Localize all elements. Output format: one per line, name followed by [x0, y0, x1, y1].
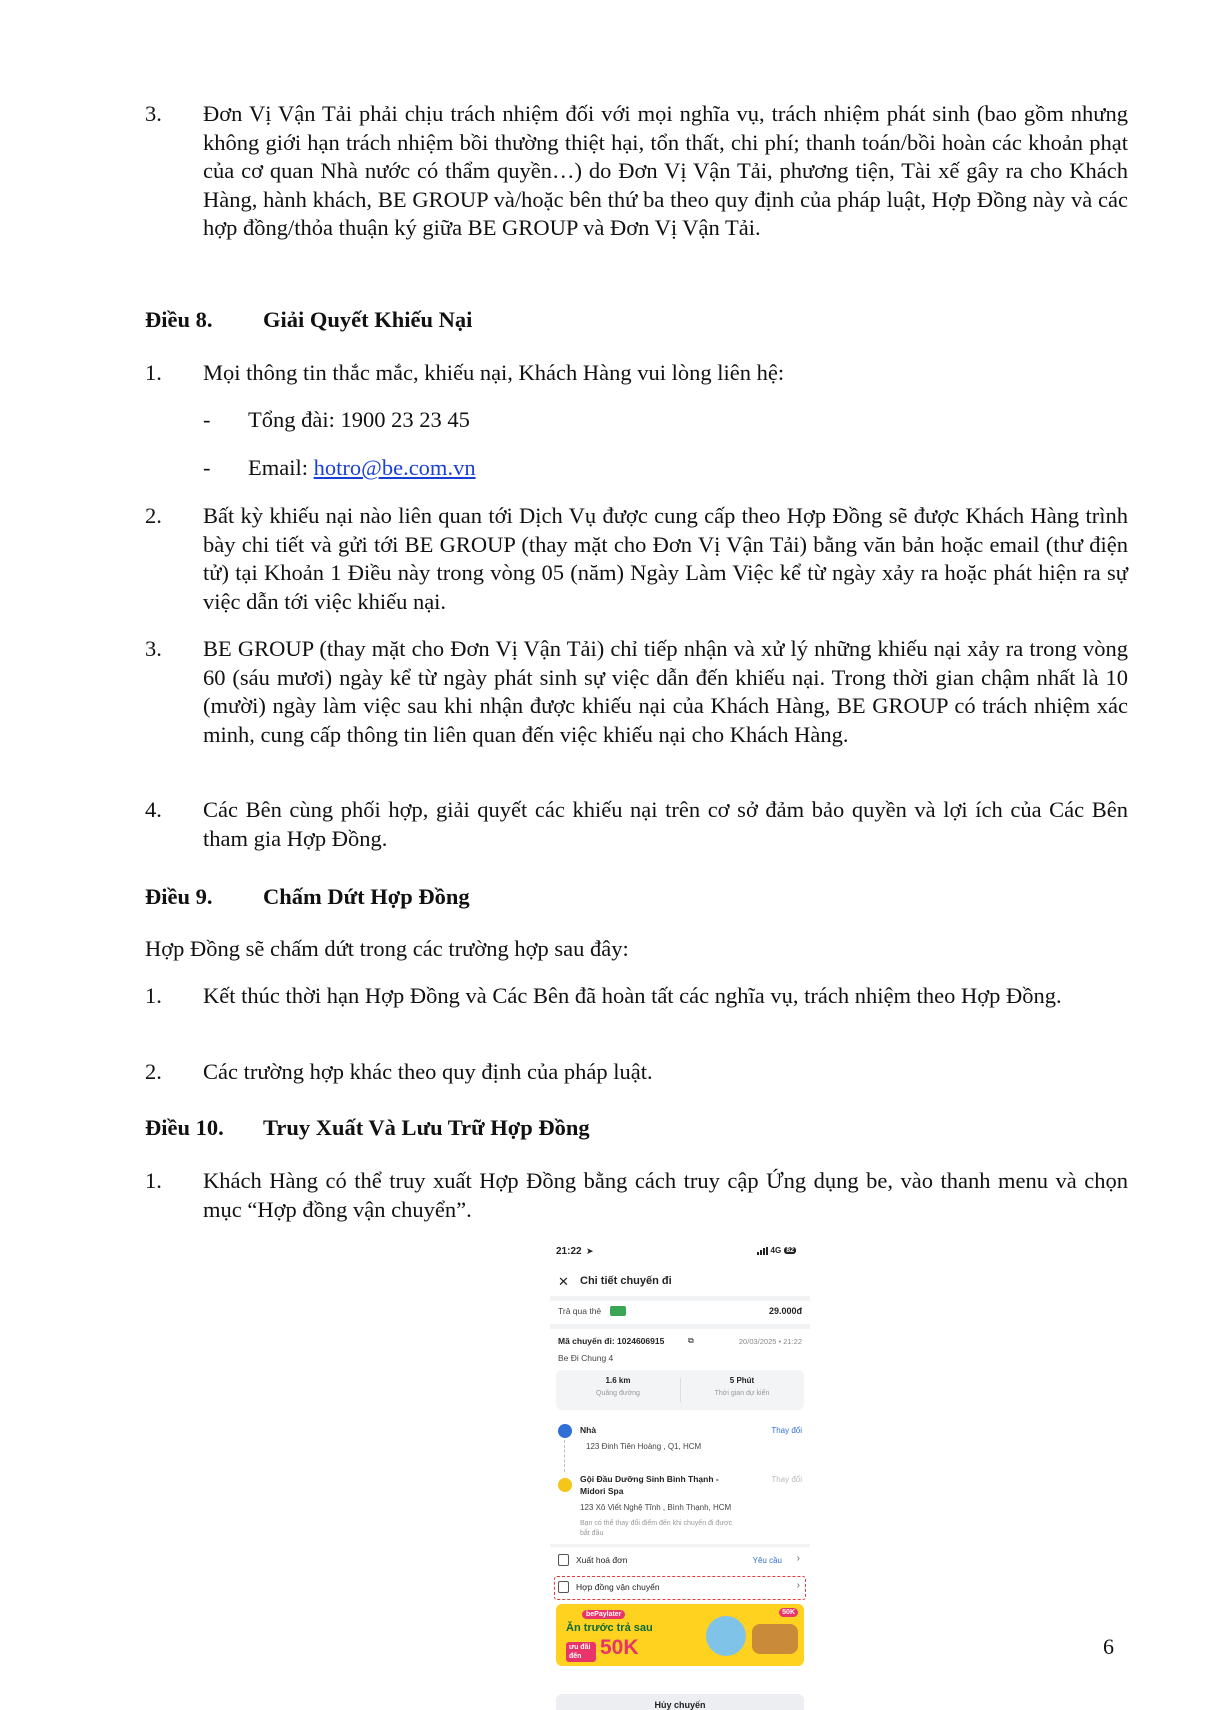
clause-7-item-3 [145, 100, 1128, 245]
clause-9-item-1 [145, 982, 1128, 1042]
trip-date: 20/03/2025 • 21:22 [738, 1337, 802, 1346]
item-number: 2. [145, 503, 162, 528]
item-number: 4. [145, 797, 162, 822]
app-screenshot [550, 1240, 810, 1710]
cancel-trip-button[interactable]: Hủy chuyến [556, 1694, 804, 1710]
banner-amount: 50K [600, 1636, 639, 1659]
contract-icon [558, 1581, 569, 1593]
location-arrow-icon: ➤ [586, 1246, 594, 1256]
dropoff-icon [558, 1478, 572, 1492]
change-note-line-1: Bạn có thể thay đổi điểm đến khi chuyến đi được [580, 1520, 733, 1527]
item-text: Kết thúc thời hạn Hợp Đồng và Các Bên đã hoàn tất các nghĩa vụ, trách nhiệm theo Hợp Đồng. [203, 983, 1062, 1008]
dropoff-name-line-1: Gội Đầu Dưỡng Sinh Bình Thạnh - [580, 1474, 719, 1484]
clause-9-intro: Hợp Đồng sẽ chấm dứt trong các trường hợp sau đây: [145, 936, 629, 961]
banner-badge: 50K [779, 1608, 798, 1617]
invoice-request-link[interactable]: Yêu cầu [752, 1556, 782, 1565]
item-text: BE GROUP (thay mặt cho Đơn Vị Vận Tải) chỉ tiếp nhận và xử lý những khiếu nại xảy ra trong vòng 60 (sáu mươi) ngày kể từ ngày phát sinh sự việc dẫn đến khiếu nại. Trong thời gian chậm nhất là 10 (mười) ngày làm việc sau khi nhận được khiếu nại của Khách Hàng, BE GROUP có trách nhiệm xác minh, cung cấp thông tin liên quan đến việc khiếu nại cho Khách Hàng. [203, 636, 1128, 747]
trip-code: Mã chuyến đi: 1024606915 [558, 1336, 665, 1346]
divider [550, 1544, 810, 1547]
clause-number: Điều 8. [145, 307, 213, 332]
dropoff-name-line-2: Midori Spa [580, 1486, 624, 1496]
item-number: 3. [145, 101, 162, 126]
change-note-line-2: bắt đầu [580, 1530, 604, 1537]
clause-number: Điều 10. [145, 1115, 224, 1140]
invoice-icon [558, 1554, 569, 1566]
email-line [248, 454, 476, 482]
item-number: 1. [145, 983, 162, 1008]
item-text: Các Bên cùng phối hợp, giải quyết các khiếu nại trên cơ sở đảm bảo quyền và lợi ích của Các Bên tham gia Hợp Đồng. [203, 797, 1128, 851]
divider [550, 1296, 810, 1301]
clause-number: Điều 9. [145, 884, 213, 909]
status-bar-right [757, 1246, 796, 1255]
bullet-dash: - [203, 407, 211, 432]
clause-title: Giải Quyết Khiếu Nại [263, 307, 473, 332]
clause-8-item-1 [145, 359, 1128, 389]
network-label: 4G [770, 1246, 782, 1255]
clause-8-item-3 [145, 635, 1128, 781]
email-label: Email: [248, 455, 314, 480]
hotline-text: Tổng đài: 1900 23 23 45 [248, 407, 470, 432]
pickup-icon [558, 1424, 572, 1438]
distance-value: 1.6 km [605, 1376, 631, 1385]
clause-8-item-4 [145, 796, 1128, 856]
service-name: Be Đi Chung 4 [558, 1353, 614, 1363]
banner-tag: bePaylater [582, 1610, 625, 1619]
divider [550, 1324, 810, 1329]
clause-9-item-2 [145, 1058, 1128, 1088]
clause-8-item-2 [145, 502, 1128, 620]
pickup-address: 123 Đinh Tiên Hoàng , Q1, HCM [586, 1442, 702, 1451]
chevron-right-icon: › [796, 1580, 800, 1591]
pickup-name: Nhà [580, 1425, 597, 1435]
status-time: 21:22 [556, 1246, 582, 1257]
payment-label: Trả qua thẻ [558, 1306, 602, 1316]
page-number: 6 [1103, 1634, 1114, 1659]
mascot-image [706, 1616, 746, 1656]
battery-icon: 82 [786, 1247, 794, 1254]
trip-price: 29.000đ [768, 1306, 802, 1316]
pickup-change-link[interactable]: Thay đổi [771, 1426, 802, 1435]
route-line [564, 1440, 565, 1472]
invoice-label[interactable]: Xuất hoá đơn [576, 1555, 628, 1565]
dropoff-address: 123 Xô Viết Nghệ Tĩnh , Bình Thạnh, HCM [580, 1503, 732, 1512]
duration-label: Thời gian dự kiến [714, 1390, 770, 1397]
clause-title: Chấm Dứt Hợp Đồng [263, 884, 470, 909]
email-link[interactable]: hotro@be.com.vn [313, 455, 476, 480]
item-text: Các trường hợp khác theo quy định của pháp luật. [203, 1059, 653, 1084]
close-icon[interactable]: ✕ [558, 1274, 569, 1289]
item-number: 1. [145, 1168, 162, 1193]
item-number: 1. [145, 360, 162, 385]
copy-icon[interactable]: ⧉ [688, 1336, 694, 1345]
promo-banner[interactable] [556, 1604, 804, 1666]
contract-menu-item[interactable]: Hợp đồng vận chuyển [576, 1582, 660, 1592]
screen-title: Chi tiết chuyến đi [580, 1275, 672, 1287]
item-number: 2. [145, 1059, 162, 1084]
item-number: 3. [145, 636, 162, 661]
dropoff-change-link[interactable]: Thay đổi [771, 1475, 802, 1484]
item-text: Mọi thông tin thắc mắc, khiếu nại, Khách Hàng vui lòng liên hệ: [203, 360, 785, 385]
duration-value: 5 Phút [729, 1376, 755, 1385]
item-text: Đơn Vị Vận Tải phải chịu trách nhiệm đối với mọi nghĩa vụ, trách nhiệm phát sinh (bao gồm nhưng không giới hạn trách nhiệm bồi thường thiệt hại, tổn thất, chi phí; thanh toán/bồi hoàn các khoản phạt của cơ quan Nhà nước có thẩm quyền…) do Đơn Vị Vận Tải, phương tiện, Tài xế gây ra cho Khách Hàng, hành khách, BE GROUP và/hoặc bên thứ ba theo quy định của pháp luật, Hợp Đồng này và các hợp đồng/thỏa thuận ký giữa BE GROUP và Đơn Vị Vận Tải. [203, 101, 1128, 241]
card-icon [610, 1306, 626, 1316]
item-text: Khách Hàng có thể truy xuất Hợp Đồng bằng cách truy cập Ứng dụng be, vào thanh menu và chọn mục “Hợp đồng vận chuyển”. [203, 1168, 1128, 1222]
clause-10-item-1 [145, 1167, 1128, 1227]
trip-stats-card [556, 1370, 804, 1410]
chevron-right-icon: › [796, 1553, 800, 1564]
bullet-dash: - [203, 455, 211, 480]
signal-icon [757, 1247, 768, 1255]
item-text: Bất kỳ khiếu nại nào liên quan tới Dịch Vụ được cung cấp theo Hợp Đồng sẽ được Khách Hàng trình bày chi tiết và gửi tới BE GROUP (thay mặt cho Đơn Vị Vận Tải) bằng văn bản hoặc email (thư điện tử) tại Khoản 1 Điều này trong vòng 05 (năm) Ngày Làm Việc kể từ ngày xảy ra hoặc phát hiện ra sự việc dẫn tới việc khiếu nại. [203, 503, 1128, 614]
distance-label: Quãng đường [596, 1390, 640, 1397]
food-image [752, 1624, 798, 1654]
banner-headline: Ăn trước trả sau [566, 1622, 653, 1634]
banner-offer-label: ưu đãi đến [566, 1642, 596, 1662]
clause-title: Truy Xuất Và Lưu Trữ Hợp Đồng [263, 1115, 590, 1140]
